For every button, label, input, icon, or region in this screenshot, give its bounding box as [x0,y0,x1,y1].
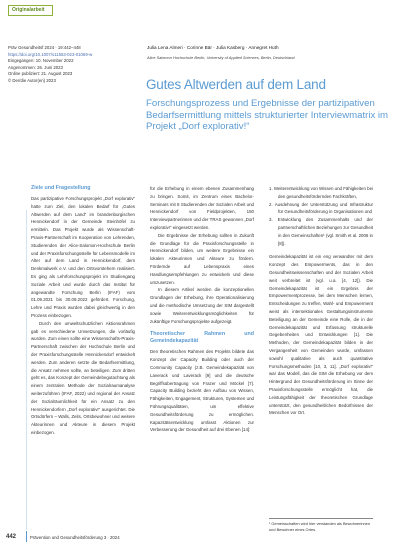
page-number: 442 [6,534,17,540]
paragraph: Das partizipative Forschungsprojekt „Dorf explorativ“ hatte zum Ziel, den lokalen Bedarf für „Gutes Altwerden auf dem Land“ im brandenburgischen Hennickendorf in der Gemeinde Steinhöfel zu ermitteln. Das Projekt wurde als Wissenschaft-Praxis-Partnerschaft im Kooperation von Lehrenden, Studierenden der Alice-Salomon-Hochschule Berlin und der Praxisforschungsstelle für Lebensmodelle im Alter auf dem Land in Hennickendorf, dem Denkmalwerk e.V. und den Ortsvorstehern realisiert. Es ging als Lehrforschungsprojekt im Studiengang Soziale Arbeit und wurde durch das Institut für angewandte Forschung Berlin (IFAF) vom 01.09.2021 bis 30.09.2022 gefördert. Forschung, Lehre und Praxis wurden dabei gleichwertig in den Prozess einbezogen. [31,196,135,318]
list-item: 3. Entwicklung des Zusammenhalts und der partnerschaftlichen Beziehungen zur Gesundheit in den Gemeinschaften¹ (vgl. Smith et al. 2006 in [8]). [269,217,373,246]
paragraph: In diesem Artikel werden die konzeptionellen Grundlagen der Erhebung, ihre Operationalisierung und die methodische Umsetzung der SIM dargestellt sowie Weiterentwicklungsmöglichkeiten für zukünftige Forschungsprojekte aufgezeigt. [150,287,254,324]
article-metadata [8,45,123,85]
column-rule [26,210,27,530]
paragraph: Den theoretischen Rahmen des Projekts bildete das Konzept der Capacity Building oder auch der Community Capacity (z.B. Gemeindekapazität von Laverack und Laverack [9] und die deutsche Begriffsübertragung von Frazer und Möckel [7]. Capacity Building bezieht den Aufbau von Wissen, Fähigkeiten, Engagement, Strukturen, Systemen und Führungsqualitäten, um effektive Gesundheitsförderung zu ermöglichen. Kapazitätsentwicklung umfasst Aktionen zur Verbesserung der Gesundheit auf drei Ebenen [14]: [150,349,254,433]
received-date: Eingegangen: 10. November 2022 [8,58,74,64]
footnote: ¹ Gemeinschaften wird hier verstanden als Bewohnerinnen und Bewohner eines Ortes. [269,518,373,533]
body-column-1 [31,185,135,437]
section-heading-aims: Ziele und Fragestellung [31,185,91,191]
list-item: 1. Weiterentwicklung von Wissen und Fähigkeiten bei den gesundheitsfördernden Fachkräften, [269,186,373,199]
author-affiliation: Alice Salomon Hochschule Berlin, University of Applied Sciences, Berlin, Deutschland [147,55,295,60]
article-type-label: Originalarbeit [8,5,53,16]
paragraph: für die Erhebung in einem ebenen Zusammenhang zu bringen. Somit, im Zentrum eines Bachelor-Seminars mit 8 Studierenden der Sozialen Arbeit und Hennickendorf von Fieldprojekten, 150 Interviewpartnerinnen und der TRAS gewonnen „Dorf explorativ!“ eingesetzt werden. [150,186,254,230]
citation-line: Präv Gesundheitsf 2024 · 19:442–448 [8,45,81,50]
paragraph: Die Ergebnisse der Erhebung sollten in Zukunft die Grundlage für die Praxisforschungsstelle in Hennickendorf bilden, um weitere Ergebnisse ein lokalen Akteurinnen und Akteure zu fördern. Fördernde auf Lebenspraxis eines Handlungsempfehlungen zu entwickeln und diese umzusetzen. [150,232,254,285]
numbered-list [269,185,373,247]
journal-name: Prävention und Gesundheitsförderung 3 · 2024 [30,535,120,540]
article-title: Gutes Altwerden auf dem Land [146,77,326,92]
body-column-2 [150,185,254,434]
published-date: Online publiziert: 21. August 2023 [8,71,73,77]
copyright-line: © Der/die Autor(en) 2023 [8,77,56,83]
footer-separator [26,531,27,542]
doi-link[interactable]: https://doi.org/10.1007/s11553-023-01069-w [8,51,93,57]
body-column-3 [269,185,373,417]
paragraph: Gemeindekapazität ist ein eng verwandter mit dem Konzept des Empowerments, das in den Gesundheitswissenschaften und der Sozialen Arbeit weit verbreitet ist (vgl. u.a. [4, 12]). Die Gemeindekapazität ist ein Ergebnis der Empowermentprozesse, bei dem Menschen lernen, Entscheidungen zu treffen, Wahl- und Empowerment weist als intersektionales Gestaltungsinstrumente Beteiligung an der Gemeinde eine Rolle, die in der Gemeindekapazität und Erfassung strukturelle Gegebenheiten und Entwicklungen [1]. Die Methoden, der Gemeindekapazität bilden in der Vergangenheit von Gemeinden wurde, umfassen sowohl qualitative als auch quantitative Forschungsmethoden [10, 3, 11]. „Dorf explorativ!“ war das Modell, das die SIM die Erhebung vor dem Hintergrund der Gesundheitsförderung im Sinne der Praxisforschungsstelle ermöglicht hat, die Leistungsfähigkeit der theoretischen Grundlage unterstützt, den gesundheitlichen Bedürfnissen der Menschen vor Ort. [269,254,373,416]
list-item: 2. Ausdehnung der Unterstützung und Infrastruktur für Gesundheitsförderung in Organisationen und [269,201,373,215]
accepted-date: Angenommen: 26. Juni 2023 [8,64,63,70]
section-heading-theory: Theoretischer Rahmen und Gemeindekapazität [150,331,254,345]
author-list: Julia Lena Almeri · Corinne Bär · Julia Kasberg · Annegret Huth [147,45,279,50]
article-subtitle: Forschungsprozess und Ergebnisse der partizipativen Bedarfsermittlung mittels strukturierter Interviewmatrix im Projekt „Dorf explorativ!“ [146,98,389,133]
paragraph: Durch den umweltschutzlichen Aktionsrahmen gab es verschiedene Umsetzungen, die vorläufig wurden. Zum einen sollte eine Wissenschafts-Praxis-Partnerschaft zwischen der Hochschule Berlin und der Praxisforschungsstelle Hennickendorf entwickelt werden. Zum anderen setzte die Bedarfsermittlung, die Ansatz nehmen sollte, an beteiligen. Zum dritten geht es, das Konzept der Gemeindebegutachtung als einem zentralen Methode der Sozialraumanalyse weiterzuführen (IFAF, 2022) und regional der Ansatz der Sozialräumlichkeit für ein Ansatz zu den Hennickendorfern „Dorf explorativ!“ ausgerichtet. Die Ortsdörfern – Walls, Zeits, Ortsbewohner und weitere Akteurinnen und Akteure in diesem Projekt einbezogen. [31,320,135,435]
